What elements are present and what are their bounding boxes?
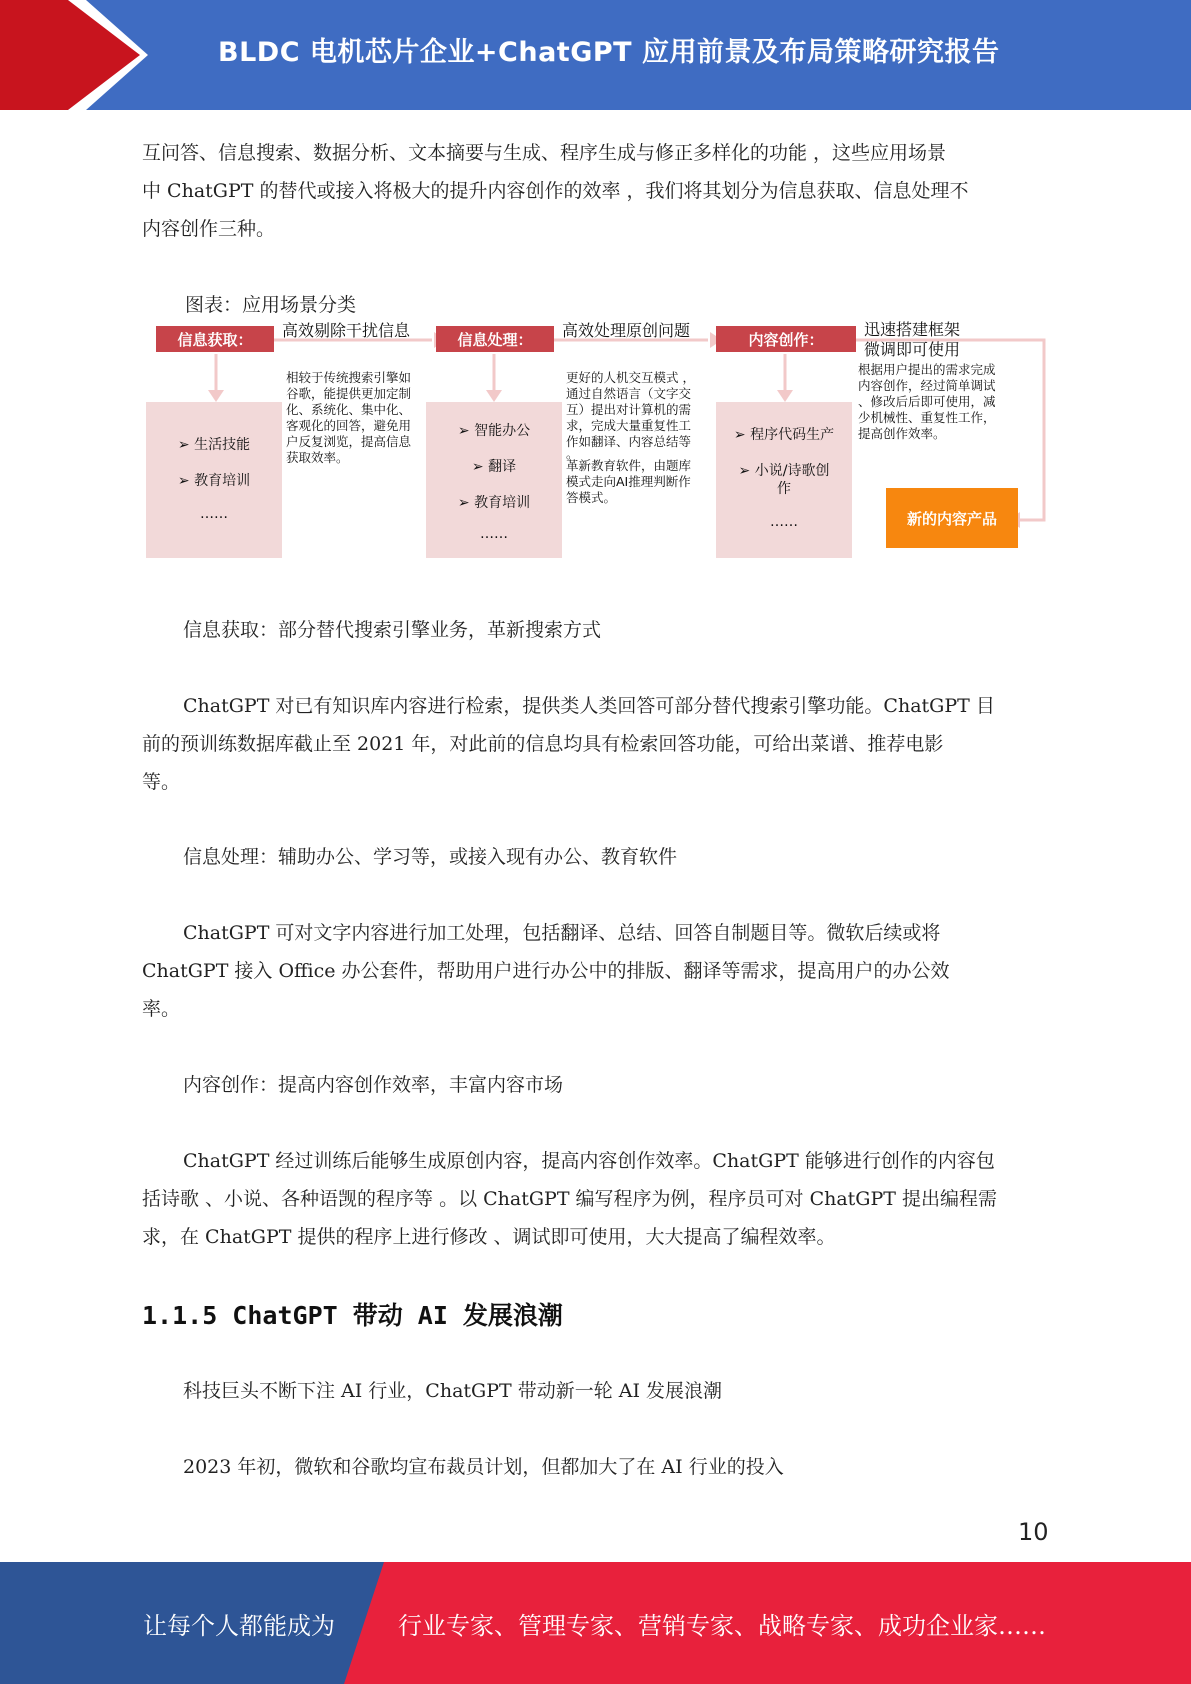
arrow-text-original: 高效处理原创问题 <box>562 321 691 340</box>
year-2023-line: 2023 年初，微软和谷歌均宣布裁员计划，但都加大了在 AI 行业的投入 <box>183 1456 784 1478</box>
info-process-heading: 信息处理：辅助办公、学习等，或接入现有办公、教育软件 <box>183 846 678 868</box>
stage-box-content-creation <box>716 402 852 558</box>
para-line: ChatGPT 可对文字内容进行加工处理，包括翻译、总结、回答自制题目等。微软后续或将 <box>183 922 941 944</box>
page-number: 10 <box>1018 1518 1049 1546</box>
figure-caption: 图表：应用场景分类 <box>185 294 357 316</box>
stage-label-info-get: 信息获取： <box>156 326 274 352</box>
para-line: ChatGPT 经过训练后能够生成原创内容，提高内容创作效率。ChatGPT 能够进行创作的内容包 <box>183 1150 995 1172</box>
desc-line: 相较于传统搜索引擎如 <box>286 370 412 385</box>
content-creation-paragraph <box>142 1142 1047 1256</box>
header-decoration <box>0 0 200 110</box>
desc-line: 获取效率。 <box>286 450 349 465</box>
para-line: ChatGPT 对已有知识库内容进行检索，提供类人类回答可部分替代搜索引擎功能。ChatGPT 目 <box>183 695 995 717</box>
desc-line: 客观化的回答，避免用 <box>286 418 412 433</box>
stage-label-info-process: 信息处理： <box>436 326 554 352</box>
report-title: BLDC 电机芯片企业+ChatGPT 应用前景及布局策略研究报告 <box>218 37 1000 68</box>
info-get-heading: 信息获取：部分替代搜索引擎业务，革新搜索方式 <box>183 619 602 641</box>
desc-line: 互）提出对计算机的需 <box>566 402 692 417</box>
section-heading-1-1-5: 1.1.5 ChatGPT 带动 AI 发展浪潮 <box>142 1301 563 1330</box>
stage-item: ➢ 生活技能 <box>177 437 251 453</box>
desc-line: 。 <box>566 446 579 461</box>
arrow-text-line: 迅速搭建框架 <box>864 320 961 339</box>
stage-item: ➢ 程序代码生产 <box>733 427 835 443</box>
desc-line: 更好的人机交互模式 ， <box>566 370 695 385</box>
intro-paragraph <box>142 134 1047 248</box>
intro-line-1: 互问答、信息搜索、数据分析、文本摘要与生成、程序生成与修正多样化的功能 ，这些应用场景 <box>142 142 947 164</box>
stage-item: ➢ 智能办公 <box>457 423 531 439</box>
arrow-text-filter: 高效剔除干扰信息 <box>282 321 411 340</box>
stage-description-content-creation <box>858 362 1028 442</box>
stage-item: 作 <box>777 481 791 497</box>
desc-line: 求，完成大量重复性工 <box>566 418 692 433</box>
desc-line: 根据用户提出的需求完成 <box>858 362 996 377</box>
para-line: 前的预训练数据库截止至 2021 年，对此前的信息均具有检索回答功能，可给出菜谱、推荐电影 <box>142 733 944 755</box>
para-line: ChatGPT 接入 Office 办公套件，帮助用户进行办公中的排版、翻译等需求，提高用户的办公效 <box>142 960 950 982</box>
stage-item: ➢ 翻译 <box>471 459 517 475</box>
stage-box-info-process <box>426 402 562 558</box>
footer-slogan-left: 让每个人都能成为 <box>143 1612 335 1640</box>
para-line: 等。 <box>142 771 181 793</box>
stage-item: …… <box>770 514 798 530</box>
stage-box-info-get <box>146 402 282 558</box>
stage-description-info-get <box>286 370 426 466</box>
desc-line: 作如翻译、内容总结等 <box>566 434 692 449</box>
stage-item: ➢ 小说/诗歌创 <box>738 463 830 479</box>
desc-line: 通过自然语言（文字交 <box>566 386 692 401</box>
content-creation-heading: 内容创作：提高内容创作效率，丰富内容市场 <box>183 1074 564 1096</box>
desc-line: 少机械性、重复性工作， <box>858 410 996 425</box>
desc-line: 内容创作，经过简单调试 <box>858 378 996 393</box>
intro-line-2: 中 ChatGPT 的替代或接入将极大的提升内容创作的效率 ，我们将其划分为信息获取、信息处理不 <box>142 180 969 202</box>
footer-slogan-right: 行业专家、管理专家、营销专家、战略专家、成功企业家…… <box>398 1612 1046 1640</box>
desc-line: 、修改后后即可使用，减 <box>858 394 996 409</box>
stage-item: ➢ 教育培训 <box>457 495 531 511</box>
para-line: 括诗歌 、小说、各种语觊的程序等 。以 ChatGPT 编写程序为例，程序员可对 ChatGPT 提出编程需 <box>142 1188 997 1210</box>
stage-label-content-creation <box>716 326 856 352</box>
stage-item: …… <box>480 526 508 542</box>
arrow-text-framework <box>864 320 960 360</box>
stage-label-text: 内容创作： <box>748 330 824 349</box>
desc-line: 革新教育软件，由题库 <box>566 458 692 473</box>
page-header <box>0 0 1191 110</box>
tech-giants-line: 科技巨头不断下注 AI 行业，ChatGPT 带动新一轮 AI 发展浪潮 <box>183 1380 723 1402</box>
info-process-paragraph <box>142 914 1047 1028</box>
intro-line-3: 内容创作三种。 <box>142 218 276 240</box>
stage-description-info-process <box>566 370 712 506</box>
desc-line: 化、系统化、集中化、 <box>286 402 412 417</box>
arrow-text-line: 微调即可使用 <box>864 340 961 359</box>
para-line: 求，在 ChatGPT 提供的程序上进行修改 、调试即可使用，大大提高了编程效率。 <box>142 1226 836 1248</box>
application-scenario-diagram <box>140 308 1050 566</box>
desc-line: 答模式。 <box>566 490 617 505</box>
desc-line: 模式走向AI推理判断作 <box>566 474 691 489</box>
stage-item: …… <box>200 506 228 522</box>
desc-line: 户反复浏览，提高信息 <box>286 434 412 449</box>
new-content-product-box: 新的内容产品 <box>886 488 1018 548</box>
info-get-paragraph <box>142 687 1047 801</box>
para-line: 率。 <box>142 998 181 1020</box>
desc-line: 提高创作效率。 <box>858 426 946 441</box>
desc-line: 谷歌，能提供更加定制 <box>286 386 412 401</box>
stage-item: ➢ 教育培训 <box>177 473 251 489</box>
